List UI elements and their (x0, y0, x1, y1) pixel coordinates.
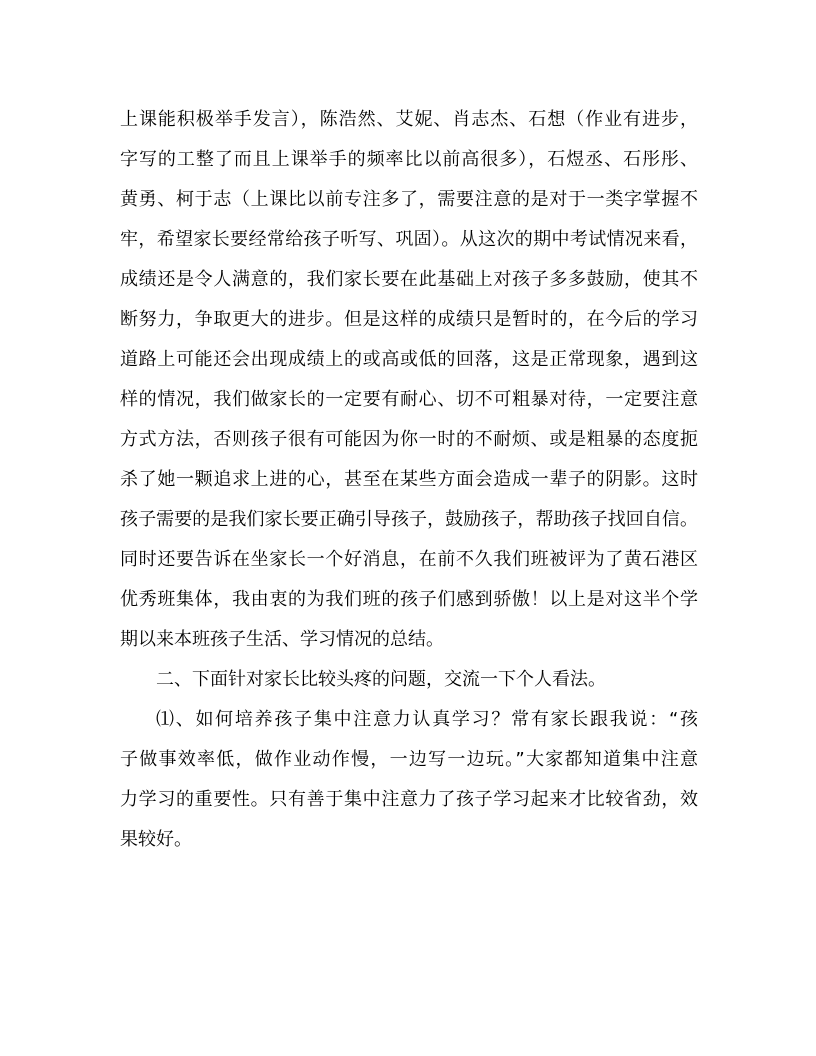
paragraph-line: 同时还要告诉在坐家长一个好消息，在前不久我们班被评为了黄石港区 (120, 549, 698, 570)
paragraph-line: 期以来本班孩子生活、学习情况的总结。 (120, 629, 444, 650)
paragraph-line: 上课能积极举手发言），陈浩然、艾妮、肖志杰、石想（作业有进步， (120, 109, 698, 130)
paragraph-line: 字写的工整了而且上课举手的频率比以前高很多），石煜丞、石彤彤、 (120, 149, 698, 170)
point-line: 果较好。 (120, 829, 192, 850)
document-body (120, 100, 698, 860)
paragraph-line: 方式方法，否则孩子很有可能因为你一时的不耐烦、或是粗暴的态度扼 (120, 429, 698, 450)
paragraph-line: 牢，希望家长要经常给孩子听写、巩固）。从这次的期中考试情况来看， (120, 229, 698, 250)
point-line: 子做事效率低，做作业动作慢，一边写一边玩。”大家都知道集中注意 (120, 749, 698, 770)
point-line: 力学习的重要性。只有善于集中注意力了孩子学习起来才比较省劲，效 (120, 789, 698, 810)
paragraph-line: 样的情况，我们做家长的一定要有耐心、切不可粗暴对待，一定要注意 (120, 389, 698, 410)
paragraph-line: 道路上可能还会出现成绩上的或高或低的回落，这是正常现象，遇到这 (120, 349, 698, 370)
section-heading: 二、下面针对家长比较头疼的问题，交流一下个人看法。 (156, 669, 606, 690)
paragraph-line: 杀了她一颗追求上进的心，甚至在某些方面会造成一辈子的阴影。这时 (120, 469, 698, 490)
paragraph-line: 成绩还是令人满意的，我们家长要在此基础上对孩子多多鼓励，使其不 (120, 269, 698, 290)
paragraph-line: 优秀班集体，我由衷的为我们班的孩子们感到骄傲！以上是对这半个学 (120, 589, 698, 610)
point-line: ⑴、如何培养孩子集中注意力认真学习？常有家长跟我说：“孩 (156, 709, 698, 730)
paragraph-line: 黄勇、柯于志（上课比以前专注多了，需要注意的是对于一类字掌握不 (120, 189, 698, 210)
paragraph-line: 孩子需要的是我们家长要正确引导孩子，鼓励孩子，帮助孩子找回自信。 (120, 509, 698, 530)
paragraph-line: 断努力，争取更大的进步。但是这样的成绩只是暂时的，在今后的学习 (120, 309, 698, 330)
